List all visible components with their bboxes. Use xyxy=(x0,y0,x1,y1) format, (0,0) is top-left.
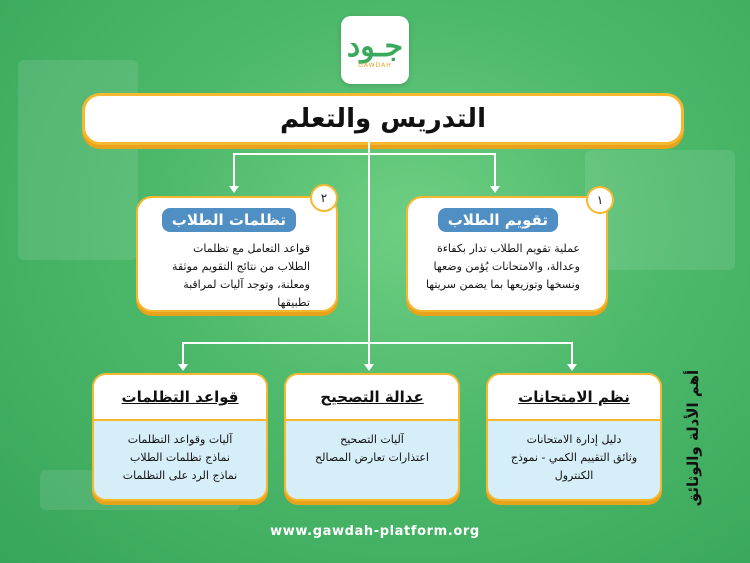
card-number: ١ xyxy=(586,186,614,214)
arrow-to-column-1 xyxy=(567,364,577,371)
arrow-to-card-1 xyxy=(490,186,500,193)
connector-left-down xyxy=(233,153,235,188)
background-monitor-shape xyxy=(18,60,138,260)
arrow-to-column-3 xyxy=(178,364,188,371)
gawdah-logo xyxy=(341,16,409,84)
connector-bottom-horizontal xyxy=(182,342,572,344)
side-label-box xyxy=(676,368,710,508)
column-heading-box xyxy=(94,375,266,421)
title-box xyxy=(82,93,684,145)
column-item: دليل إدارة الامتحانات xyxy=(526,433,622,446)
connector-bottom-right xyxy=(571,342,573,366)
column-item: اعتذارات تعارض المصالح xyxy=(315,451,429,464)
column-grading-fairness xyxy=(284,373,460,501)
connector-bottom-left xyxy=(182,342,184,366)
column-item: آليات التصحيح xyxy=(340,433,404,446)
column-heading: عدالة التصحيح xyxy=(320,388,424,406)
connector-right-down xyxy=(494,153,496,188)
card-text: عملية تقويم الطلاب تدار بكفاءة وعدالة، والامتحانات يُؤمن وضعها ونسخها وتوزيعها بما يضمن سريتها xyxy=(425,242,580,291)
card-text: قواعد التعامل مع تظلمات الطلاب من نتائج التقويم موثقة ومعلنة، وتوجد آليات لمراقبة تطبيقها xyxy=(172,242,310,309)
column-item: نماذج تظلمات الطلاب xyxy=(130,451,230,464)
logo-mark: جـود xyxy=(346,28,404,64)
column-exam-systems xyxy=(486,373,662,501)
column-grievance-rules xyxy=(92,373,268,501)
connector-trunk xyxy=(368,139,370,369)
connector-top-horizontal xyxy=(233,153,495,155)
card-heading: تظلمات الطلاب xyxy=(162,208,296,232)
column-heading: نظم الامتحانات xyxy=(518,388,630,406)
card-student-grievances xyxy=(136,191,338,312)
column-body xyxy=(286,421,458,477)
page-title: التدريس والتعلم xyxy=(280,104,486,134)
card-heading: تقويم الطلاب xyxy=(438,208,558,232)
column-body xyxy=(94,421,266,495)
column-heading-box xyxy=(488,375,660,421)
column-item: وثائق التقييم الكمي - نموذج الكنترول xyxy=(510,451,638,482)
column-heading: قواعد التظلمات xyxy=(121,388,239,406)
column-item: نماذج الرد على التظلمات xyxy=(122,469,238,482)
card-student-assessment xyxy=(406,193,608,312)
arrow-to-column-2 xyxy=(364,364,374,371)
arrow-to-card-2 xyxy=(229,186,239,193)
column-heading-box xyxy=(286,375,458,421)
logo-latin-text: GAWDAH xyxy=(358,61,392,69)
side-label: أهم الأدلة والوثائق xyxy=(684,369,702,507)
column-item: آليات وقواعد التظلمات xyxy=(127,433,233,446)
footer-url: www.gawdah-platform.org xyxy=(270,524,480,539)
column-body xyxy=(488,421,660,495)
card-number: ٢ xyxy=(310,184,338,212)
